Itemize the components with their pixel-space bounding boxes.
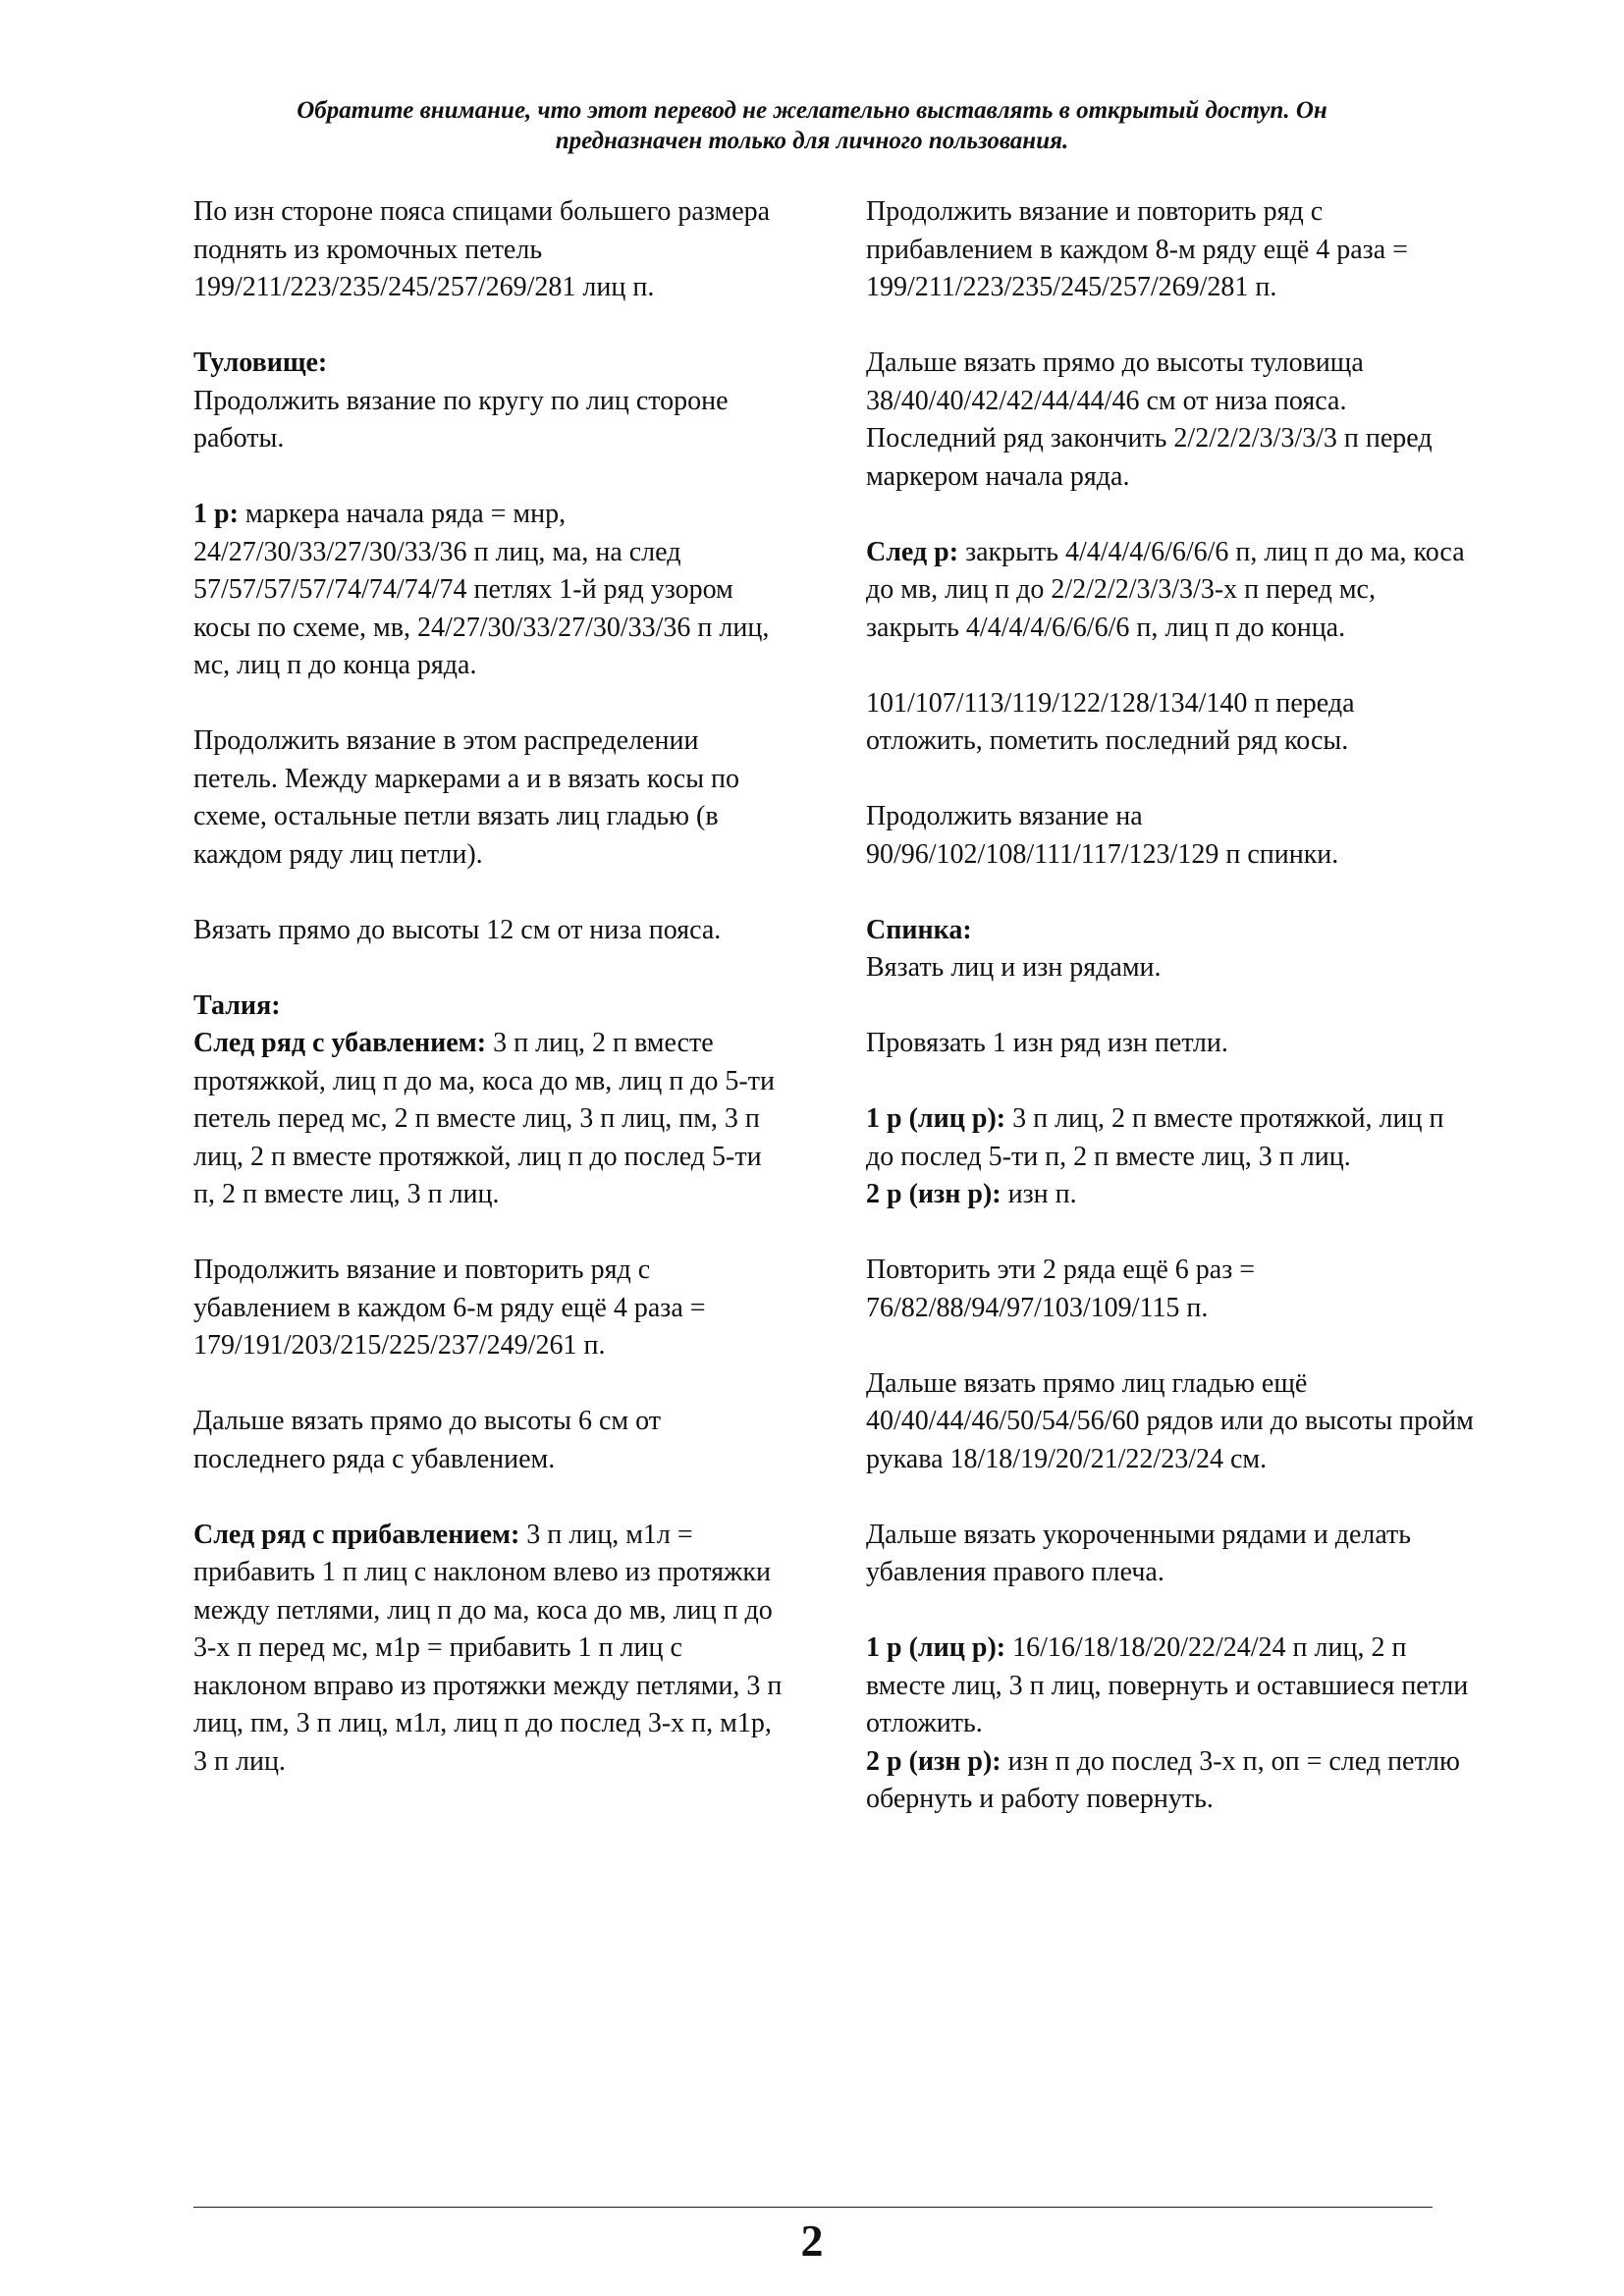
decrease-row-text: 3 п лиц, 2 п вместе протяжкой, лиц п до ма, коса до мв, лиц п до 5-ти петель перед мс, 2 п вместе лиц, 3 п лиц, пм, 3 п лиц, 2 п вместе протяжкой, лиц п до послед 5-ти п, 2 п вместе лиц, 3 п лиц.: [193, 1028, 775, 1209]
bind-off-row-text: закрыть 4/4/4/4/6/6/6/6 п, лиц п до ма, коса до мв, лиц п до 2/2/2/2/3/3/3/3-х п перед мс, закрыть 4/4/4/4/6/6/6/6 п, лиц п до конца.: [866, 536, 1465, 643]
stitch-distribution-paragraph: Продолжить вязание в этом распределении петель. Между маркерами а и в вязать косы по схеме, остальные петли вязать лиц гладью (в каждом ряду лиц петли).: [193, 725, 740, 870]
repeat-decrease-paragraph: Продолжить вязание и повторить ряд с убавлением в каждом 6-м ряду ещё 4 раза = 179/191/203/215/225/237/249/261 п.: [193, 1255, 706, 1361]
increase-row-label: След ряд с прибавлением:: [193, 1519, 520, 1550]
armhole-height-paragraph: Дальше вязать прямо лиц гладью ещё 40/40/44/46/50/54/56/60 рядов или до высоты пройм рукава 18/18/19/20/21/22/23/24 см.: [866, 1367, 1474, 1474]
front-hold-paragraph: 101/107/113/119/122/128/134/140 п переда отложить, пометить последний ряд косы.: [866, 687, 1355, 756]
repeat-rows-paragraph: Повторить эти 2 ряда ещё 6 раз = 76/82/88/94/97/103/109/115 п.: [866, 1255, 1256, 1323]
increase-row-paragraph: [193, 1517, 783, 1782]
decrease-row-label: След ряд с убавлением:: [193, 1028, 487, 1058]
row-1-label: 1 р:: [193, 499, 239, 529]
back-row-2-text: изн п.: [1001, 1179, 1077, 1209]
shoulder-row-2-text: изн п до послед 3-х п, оп = след петлю обернуть и работу повернуть.: [866, 1745, 1460, 1814]
repeat-increase-paragraph: Продолжить вязание и повторить ряд с прибавлением в каждом 8-м ряду ещё 4 раза = 199/211/223/235/245/257/269/281 п.: [866, 196, 1408, 302]
torso-heading: Туловище:: [193, 347, 328, 378]
shoulder-row-2-label: 2 р (изн р):: [866, 1745, 1001, 1777]
back-rows-paragraph: [866, 1100, 1475, 1214]
back-intro-paragraph: Вязать лиц и изн рядами.: [866, 952, 1162, 983]
straight-knit-paragraph: Вязать прямо до высоты 12 см от низа пояса.: [193, 914, 722, 945]
left-column: [193, 193, 783, 1819]
waist-heading: Талия:: [193, 989, 281, 1021]
shoulder-rows-paragraph: [866, 1629, 1475, 1819]
row-1-paragraph: [193, 496, 783, 685]
bind-off-row-label: След р:: [866, 536, 959, 567]
pickup-paragraph: По изн стороне пояса спицами большего размера поднять из кромочных петель 199/211/223/235/245/257/269/281 лиц п.: [193, 196, 771, 302]
copyright-notice: [157, 95, 1467, 156]
bind-off-row-paragraph: [866, 534, 1475, 648]
straight-after-decrease-paragraph: Дальше вязать прямо до высоты 6 см от последнего ряда с убавлением.: [193, 1406, 661, 1474]
back-row-2-label: 2 р (изн р):: [866, 1179, 1001, 1209]
back-row-1-label: 1 р (лиц р):: [866, 1103, 1006, 1134]
row-1-text: маркера начала ряда = мнр, 24/27/30/33/27/30/33/36 п лиц, ма, на след 57/57/57/57/74/74/74/74 петлях 1-й ряд узором косы по схеме, мв, 24/27/30/33/27/30/33/36 п лиц, мс, лиц п до конца ряда.: [193, 499, 770, 680]
torso-height-paragraph: Дальше вязать прямо до высоты туловища 38/40/40/42/42/44/44/46 см от низа пояса. Последний ряд закончить 2/2/2/2/3/3/3/3 п перед маркером начала ряда.: [866, 347, 1433, 492]
shoulder-row-1-text: 16/16/18/18/20/22/24/24 п лиц, 2 п вместе лиц, 3 п лиц, повернуть и оставшиеся петли отложить.: [866, 1632, 1469, 1738]
right-column: [866, 193, 1475, 1856]
copyright-notice-line-2: предназначен только для личного пользования.: [555, 128, 1069, 154]
shoulder-row-1-label: 1 р (лиц р):: [866, 1632, 1006, 1663]
copyright-notice-line-1: Обратите внимание, что этот перевод не желательно выставлять в открытый доступ. Он: [297, 97, 1327, 124]
back-row-1-text: 3 п лиц, 2 п вместе протяжкой, лиц п до послед 5-ти п, 2 п вместе лиц, 3 п лиц.: [866, 1103, 1444, 1172]
back-heading: Спинка:: [866, 914, 972, 945]
purl-row-paragraph: Провязать 1 изн ряд изн петли.: [866, 1028, 1228, 1058]
short-rows-paragraph: Дальше вязать укороченными рядами и делать убавления правого плеча.: [866, 1519, 1412, 1587]
torso-intro-paragraph: Продолжить вязание по кругу по лиц стороне работы.: [193, 385, 729, 454]
decrease-row-paragraph: [193, 1025, 783, 1214]
footer-divider: [193, 2207, 1433, 2208]
page-number: 2: [800, 2216, 824, 2266]
increase-row-text: 3 п лиц, м1л = прибавить 1 п лиц с наклоном влево из протяжки между петлями, лиц п до ма, коса до мв, лиц п до 3-х п перед мс, м1р = прибавить 1 п лиц с наклоном вправо из протяжки между петлями, 3 п лиц, пм, 3 п лиц, м1л, лиц п до послед 3-х п, м1р, 3 п лиц.: [193, 1519, 783, 1777]
back-continue-paragraph: Продолжить вязание на 90/96/102/108/111/117/123/129 п спинки.: [866, 801, 1339, 870]
